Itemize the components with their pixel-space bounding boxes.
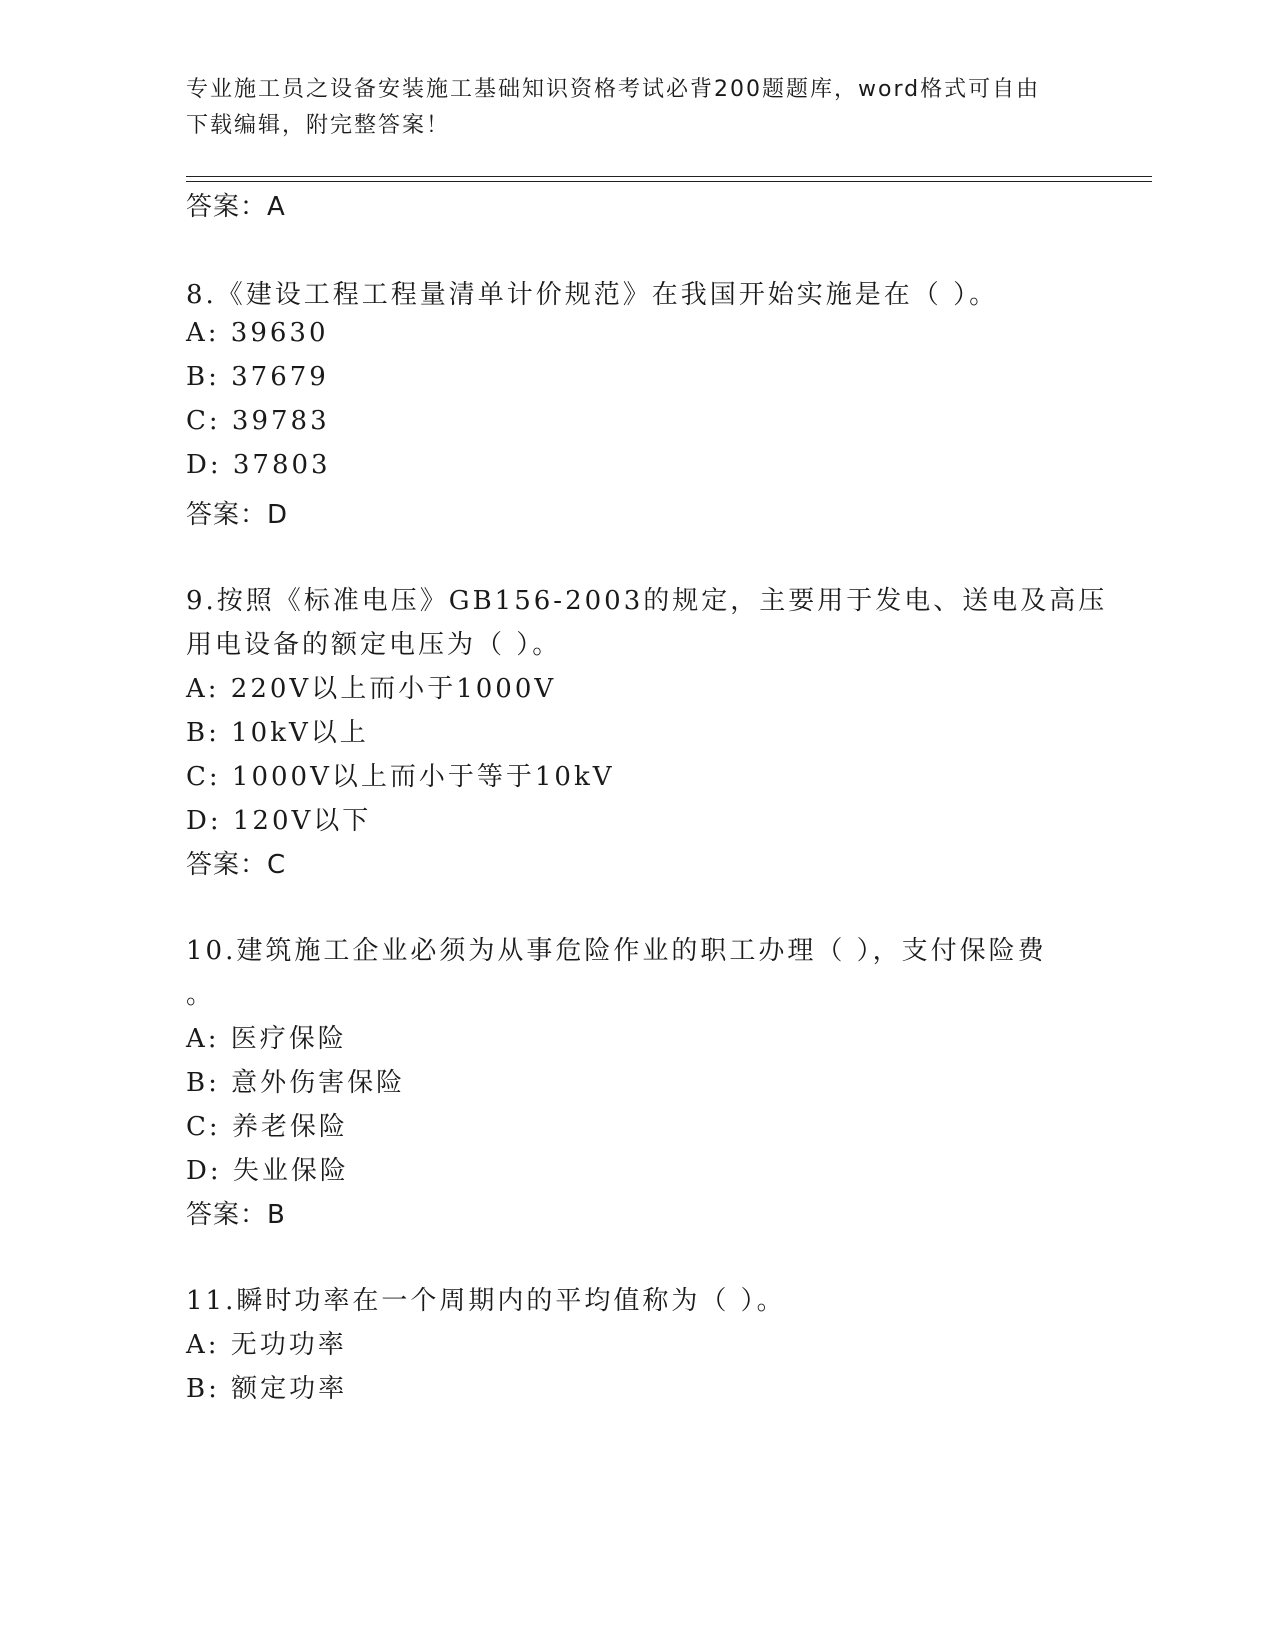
header-line-1: 专业施工员之设备安装施工基础知识资格考试必背200题题库，word格式可自由 — [186, 77, 1041, 102]
question-9-stem-line-1: 9.按照《标准电压》GB156-2003的规定，主要用于发电、送电及高压 — [186, 586, 1108, 616]
question-10-option-b: B: 意外伤害保险 — [186, 1068, 406, 1098]
document-header — [186, 72, 1066, 144]
question-9-option-c: C: 1000V以上而小于等于10kV — [186, 762, 615, 792]
question-8-option-b: B: 37679 — [186, 362, 329, 392]
question-11-option-a: A: 无功功率 — [186, 1330, 347, 1360]
question-8-stem: 8.《建设工程工程量清单计价规范》在我国开始实施是在（ ）。 — [186, 280, 999, 310]
question-10-option-a: A: 医疗保险 — [186, 1024, 347, 1054]
question-8-option-a: A: 39630 — [186, 318, 329, 348]
question-9-option-d: D: 120V以下 — [186, 806, 372, 836]
question-8-option-d: D: 37803 — [186, 450, 331, 480]
question-10-option-c: C: 养老保险 — [186, 1112, 348, 1142]
header-divider-top — [186, 176, 1152, 177]
previous-answer: 答案：A — [186, 192, 286, 222]
header-line-2: 下载编辑，附完整答案！ — [186, 113, 451, 138]
question-9-option-b: B: 10kV以上 — [186, 718, 369, 748]
header-divider-bottom — [186, 181, 1152, 182]
question-10-option-d: D: 失业保险 — [186, 1156, 349, 1186]
question-11-stem: 11.瞬时功率在一个周期内的平均值称为（ ）。 — [186, 1286, 786, 1316]
question-10-stem-line-1: 10.建筑施工企业必须为从事危险作业的职工办理（ ），支付保险费 — [186, 936, 1047, 966]
question-10-stem-line-2: 。 — [186, 980, 216, 1010]
question-9-stem-line-2: 用电设备的额定电压为（ ）。 — [186, 630, 562, 660]
question-8-answer: 答案：D — [186, 500, 289, 530]
question-9-answer: 答案：C — [186, 850, 287, 880]
question-10-answer: 答案：B — [186, 1200, 286, 1230]
question-11-option-b: B: 额定功率 — [186, 1374, 348, 1404]
question-8-option-c: C: 39783 — [186, 406, 330, 436]
question-9-option-a: A: 220V以上而小于1000V — [186, 674, 557, 704]
